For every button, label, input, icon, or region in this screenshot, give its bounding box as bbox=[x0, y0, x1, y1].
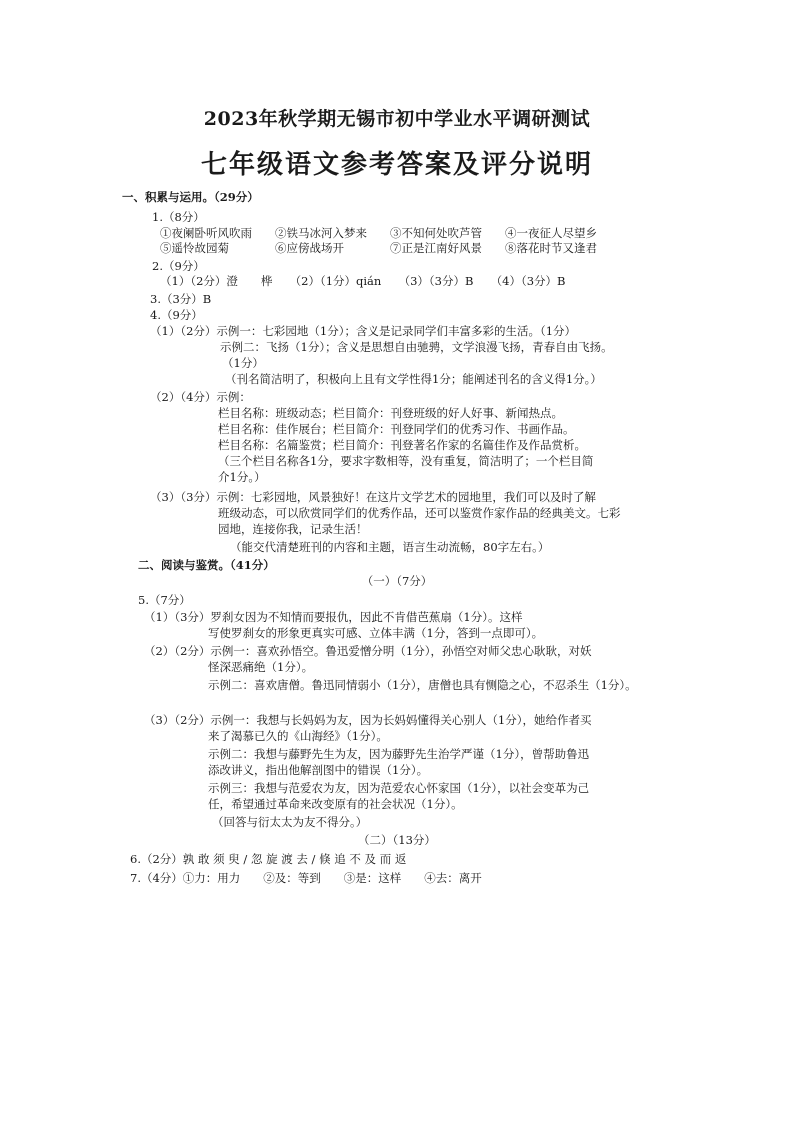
q5-heading: 5.（7分） bbox=[138, 593, 191, 607]
q1-heading: 1.（8分） bbox=[152, 210, 205, 224]
part-two-heading: （二）（13分） bbox=[358, 833, 436, 847]
q4-3-scoring-note: （能交代清楚班刊的内容和主题，语言生动流畅，80字左右。） bbox=[230, 540, 550, 554]
q5-1-answer-line-1: （1）（3分）罗刹女因为不知情而要报仇，因此不肯借芭蕉扇（1分）。这样 bbox=[144, 610, 523, 624]
q5-3-example-2: 示例二：我想与藤野先生为友，因为藤野先生治学严谨（1分），曾帮助鲁迅 bbox=[208, 747, 590, 761]
q2-heading: 2.（9分） bbox=[152, 259, 205, 273]
q1-answers-row-2: ⑤遥怜故园菊 ⑥应傍战场开 ⑦正是江南好风景 ⑧落花时节又逢君 bbox=[160, 241, 597, 255]
q3-answer: 3.（3分）B bbox=[150, 292, 212, 306]
q4-2-scoring-note: （三个栏目名称各1分，要求字数相等，没有重复，简洁明了；一个栏目简 bbox=[218, 454, 594, 468]
exam-title: 2023年秋学期无锡市初中学业水平调研测试 bbox=[203, 108, 591, 130]
q1-answers-row-1: ①夜阑卧听风吹雨 ②铁马冰河入梦来 ③不知何处吹芦管 ④一夜征人尽望乡 bbox=[160, 226, 597, 240]
q4-1-example-1: （1）（2分）示例一：七彩园地（1分）；含义是记录同学们丰富多彩的生活。（1分） bbox=[150, 324, 577, 338]
q4-2-column-1: 栏目名称：班级动态；栏目简介：刊登班级的好人好事、新闻热点。 bbox=[218, 406, 563, 420]
section-one-heading: 一、积累与运用。（29分） bbox=[122, 190, 259, 204]
part-one-heading: （一）（7分） bbox=[361, 574, 433, 588]
q5-2-example-1-cont: 怪深恶痛绝（1分）。 bbox=[208, 660, 314, 674]
q4-1-scoring-note: （刊名简洁明了，积极向上且有文学性得1分；能阐述刊名的含义得1分。） bbox=[225, 372, 602, 386]
q2-answers: （1）（2分）澄 桦 （2）（1分）qián （3）（3分）B （4）（3分）B bbox=[160, 274, 566, 288]
q4-2-heading: （2）（4分）示例： bbox=[150, 390, 251, 404]
q4-3-example-line-1: （3）（3分）示例：七彩园地，风景独好！在这片文学艺术的园地里，我们可以及时了解 bbox=[150, 490, 596, 504]
q4-2-scoring-note-cont: 介1分。） bbox=[218, 470, 266, 484]
q5-3-example-1: （3）（2分）示例一：我想与长妈妈为友，因为长妈妈懂得关心别人（1分），她给作者买 bbox=[144, 713, 592, 727]
q5-3-scoring-note: （回答与衍太太为友不得分。） bbox=[212, 815, 368, 829]
q5-3-example-3-cont: 任，希望通过革命来改变原有的社会状况（1分）。 bbox=[208, 797, 463, 811]
answer-key-title: 七年级语文参考答案及评分说明 bbox=[200, 150, 593, 180]
q5-1-answer-line-2: 写使罗刹女的形象更真实可感、立体丰满（1分，答到一点即可）。 bbox=[208, 626, 544, 640]
q5-3-example-2-cont: 添改讲义，指出他解剖图中的错误（1分）。 bbox=[208, 763, 429, 777]
q5-2-example-1: （2）（2分）示例一：喜欢孙悟空。鲁迅爱憎分明（1分），孙悟空对师父忠心耿耿，对妖 bbox=[144, 644, 592, 658]
q4-3-example-line-3: 园地，连接你我，记录生活！ bbox=[218, 522, 368, 536]
q6-answer: 6.（2分）孰 敢 须 臾 / 忽 旋 渡 去 / 倏 追 不 及 而 返 bbox=[130, 852, 407, 866]
q4-2-column-3: 栏目名称：名篇鉴赏；栏目简介：刊登著名作家的名篇佳作及作品赏析。 bbox=[218, 438, 586, 452]
q4-heading: 4.（9分） bbox=[150, 308, 203, 322]
q4-3-example-line-2: 班级动态，可以欣赏同学们的优秀作品，还可以鉴赏作家作品的经典美文。七彩 bbox=[218, 506, 621, 520]
q5-3-example-1-cont: 来了渴慕已久的《山海经》（1分）。 bbox=[208, 729, 388, 743]
q5-3-example-3: 示例三：我想与范爱农为友，因为范爱农心怀家国（1分），以社会变革为己 bbox=[208, 781, 590, 795]
q4-1-example-2-score: （1分） bbox=[222, 356, 264, 370]
q7-answer: 7.（4分）①力：用力 ②及：等到 ③是：这样 ④去：离开 bbox=[130, 871, 482, 885]
q5-2-example-2: 示例二：喜欢唐僧。鲁迅同情弱小（1分），唐僧也具有恻隐之心，不忍杀生（1分）。 bbox=[208, 678, 637, 692]
q4-2-column-2: 栏目名称：佳作展台；栏目简介：刊登同学们的优秀习作、书画作品。 bbox=[218, 422, 575, 436]
q4-1-example-2: 示例二：飞扬（1分）；含义是思想自由驰骋，文学浪漫飞扬，青春自由飞扬。 bbox=[220, 340, 613, 354]
section-two-heading: 二、阅读与鉴赏。（41分） bbox=[138, 558, 275, 572]
